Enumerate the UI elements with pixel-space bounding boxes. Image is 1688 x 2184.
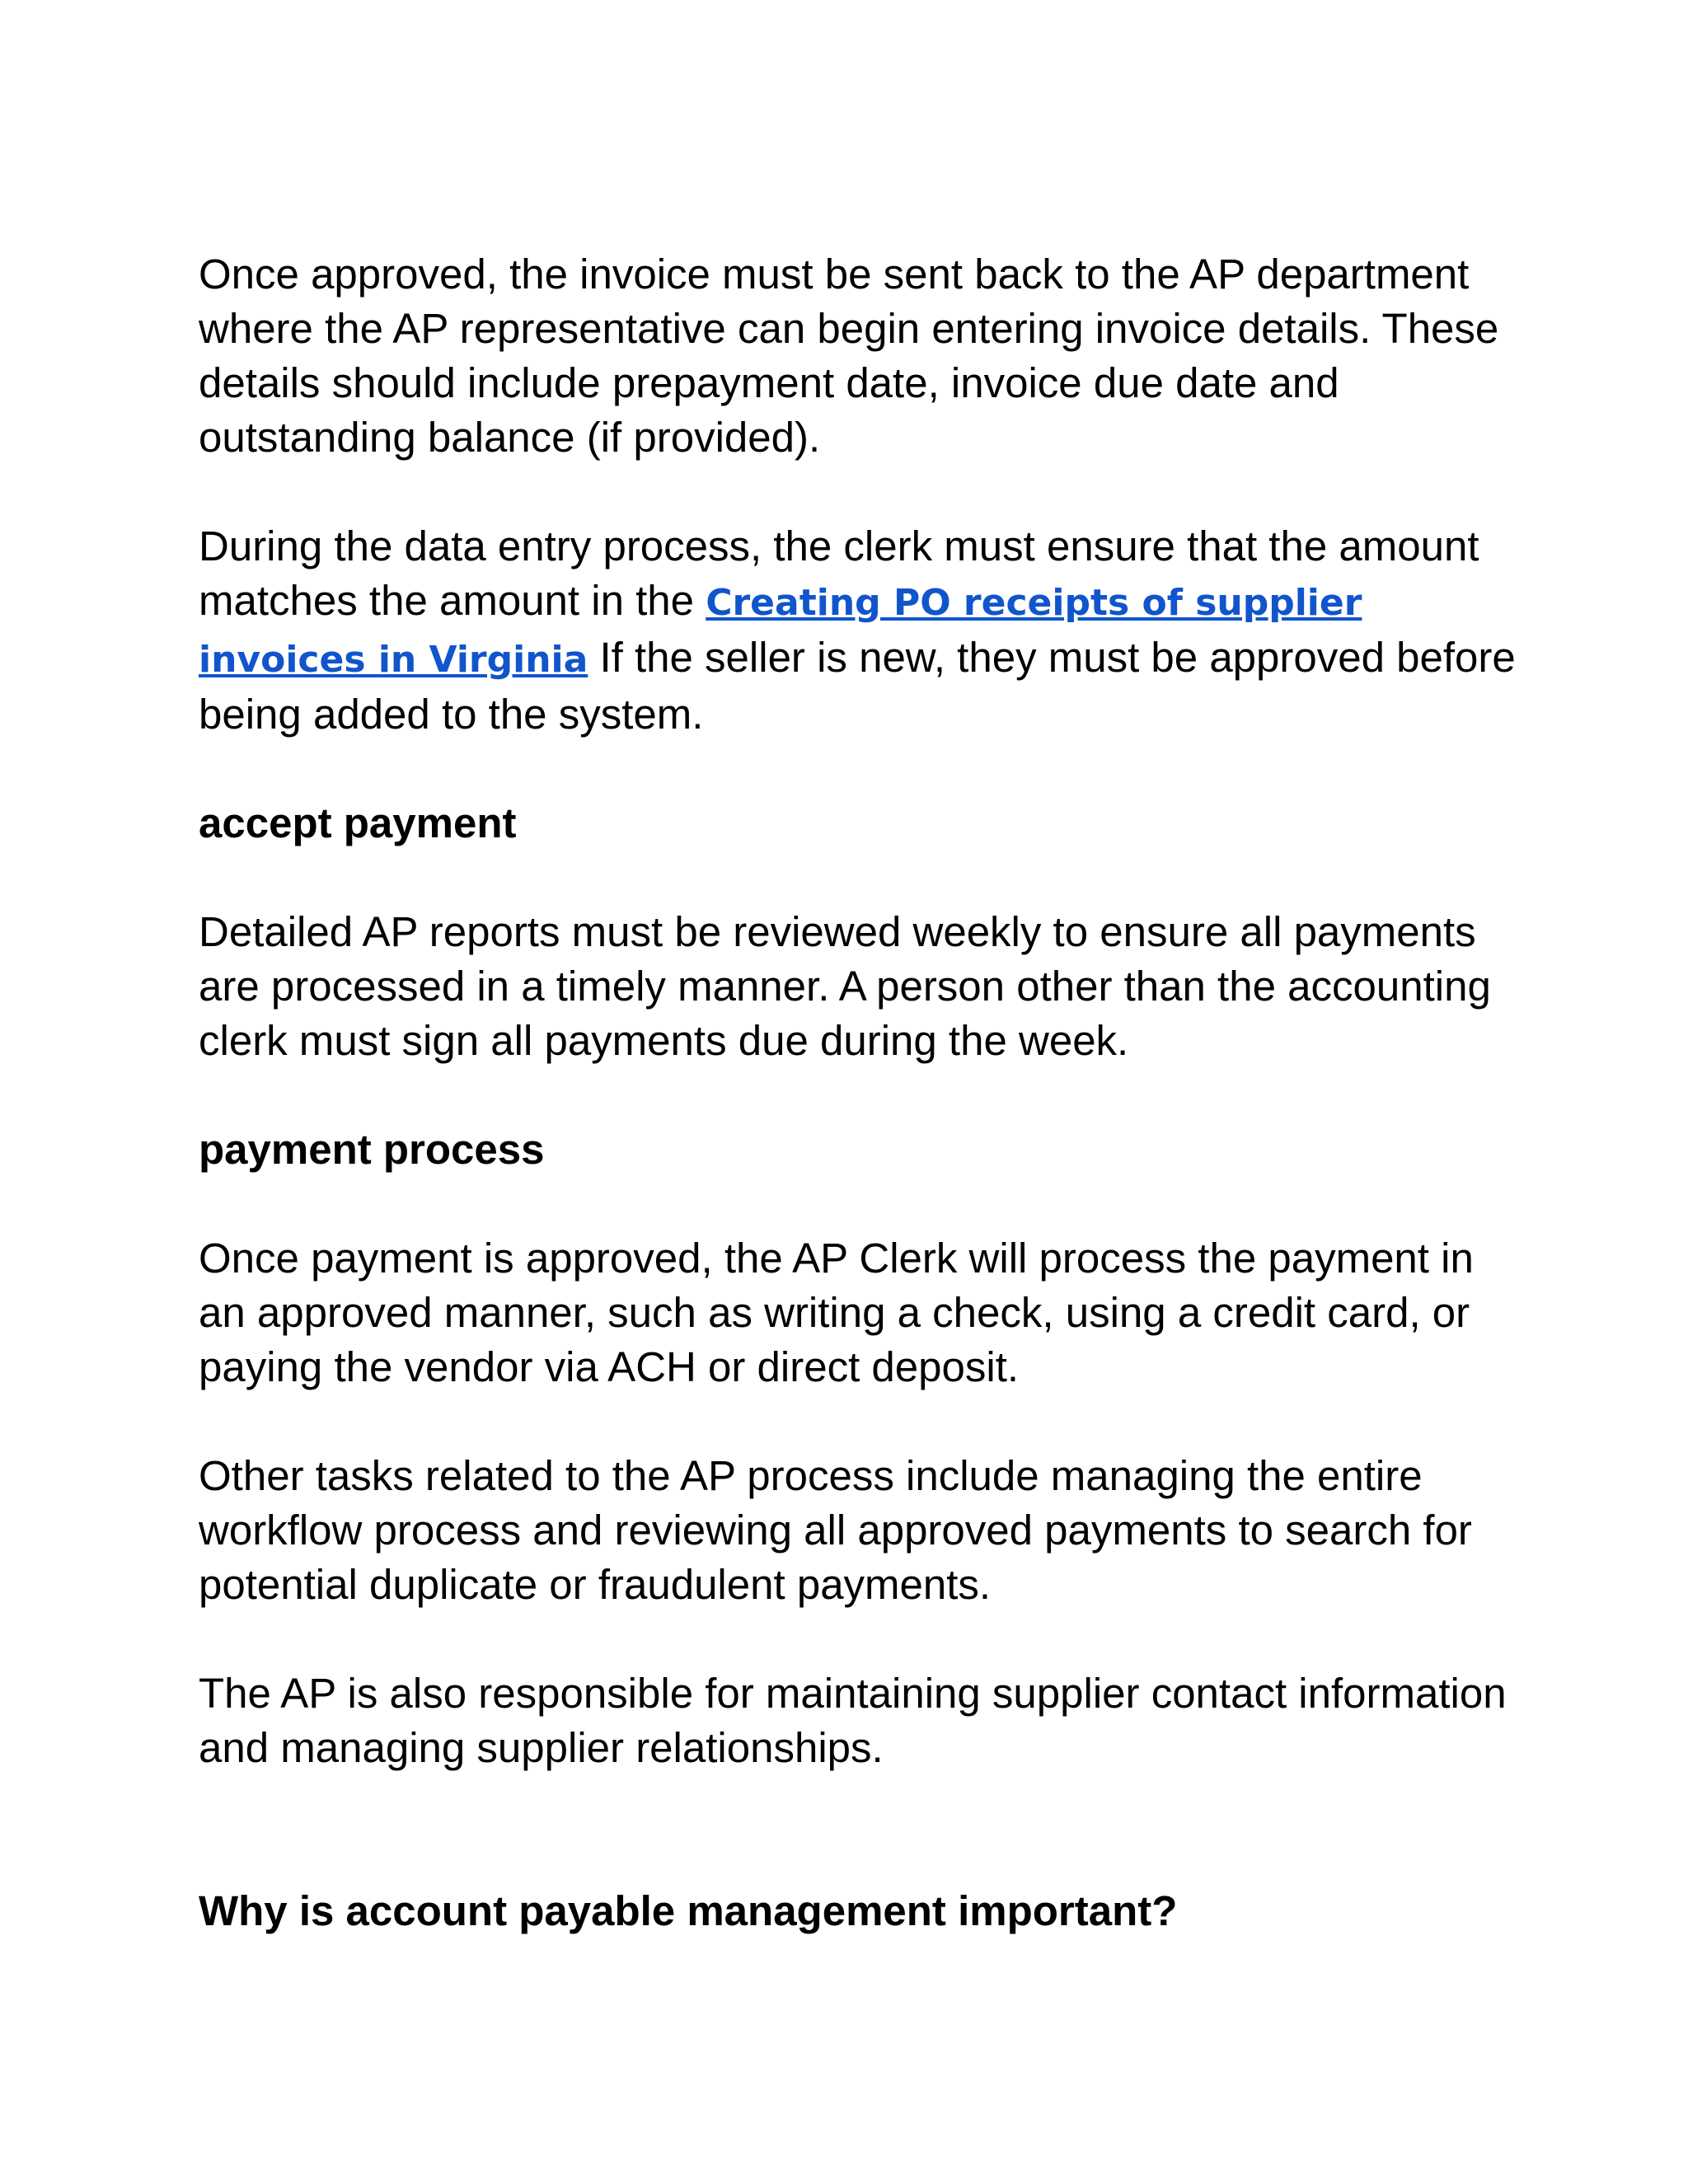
document-body [199, 247, 1517, 1938]
heading-why-important: Why is account payable management important? [199, 1887, 1178, 1934]
paragraph-other-tasks: Other tasks related to the AP process include managing the entire workflow process and reviewing all approved payments to search for potential duplicate or fraudulent payments. [199, 1452, 1472, 1608]
paragraph-ap-reports: Detailed AP reports must be reviewed weekly to ensure all payments are processed in a timely manner. A person other than the accounting clerk must sign all payments due during the week. [199, 908, 1491, 1064]
paragraph-supplier-info: The AP is also responsible for maintaining supplier contact information and managing supplier relationships. [199, 1670, 1507, 1771]
paragraph-payment-approved: Once payment is approved, the AP Clerk will process the payment in an approved manner, such as writing a check, using a credit card, or paying the vendor via ACH or direct deposit. [199, 1235, 1474, 1390]
heading-payment-process: payment process [199, 1126, 545, 1173]
paragraph-data-entry [199, 519, 1517, 742]
po-receipts-link[interactable]: Creating PO receipts of supplier invoices in Virginia [199, 582, 1362, 681]
paragraph-invoice-approved: Once approved, the invoice must be sent back to the AP department where the AP representative can begin entering invoice details. These details should include prepayment date, invoice due date and outstanding balance (if provided). [199, 251, 1499, 461]
heading-accept-payment: accept payment [199, 799, 517, 846]
paragraph-data-entry-text-start: During the data entry process, the clerk must ensure that the amount matches the amount in the [199, 523, 1479, 624]
paragraph-data-entry-text-end: If the seller is new, they must be approved before being added to the system. [199, 634, 1516, 738]
